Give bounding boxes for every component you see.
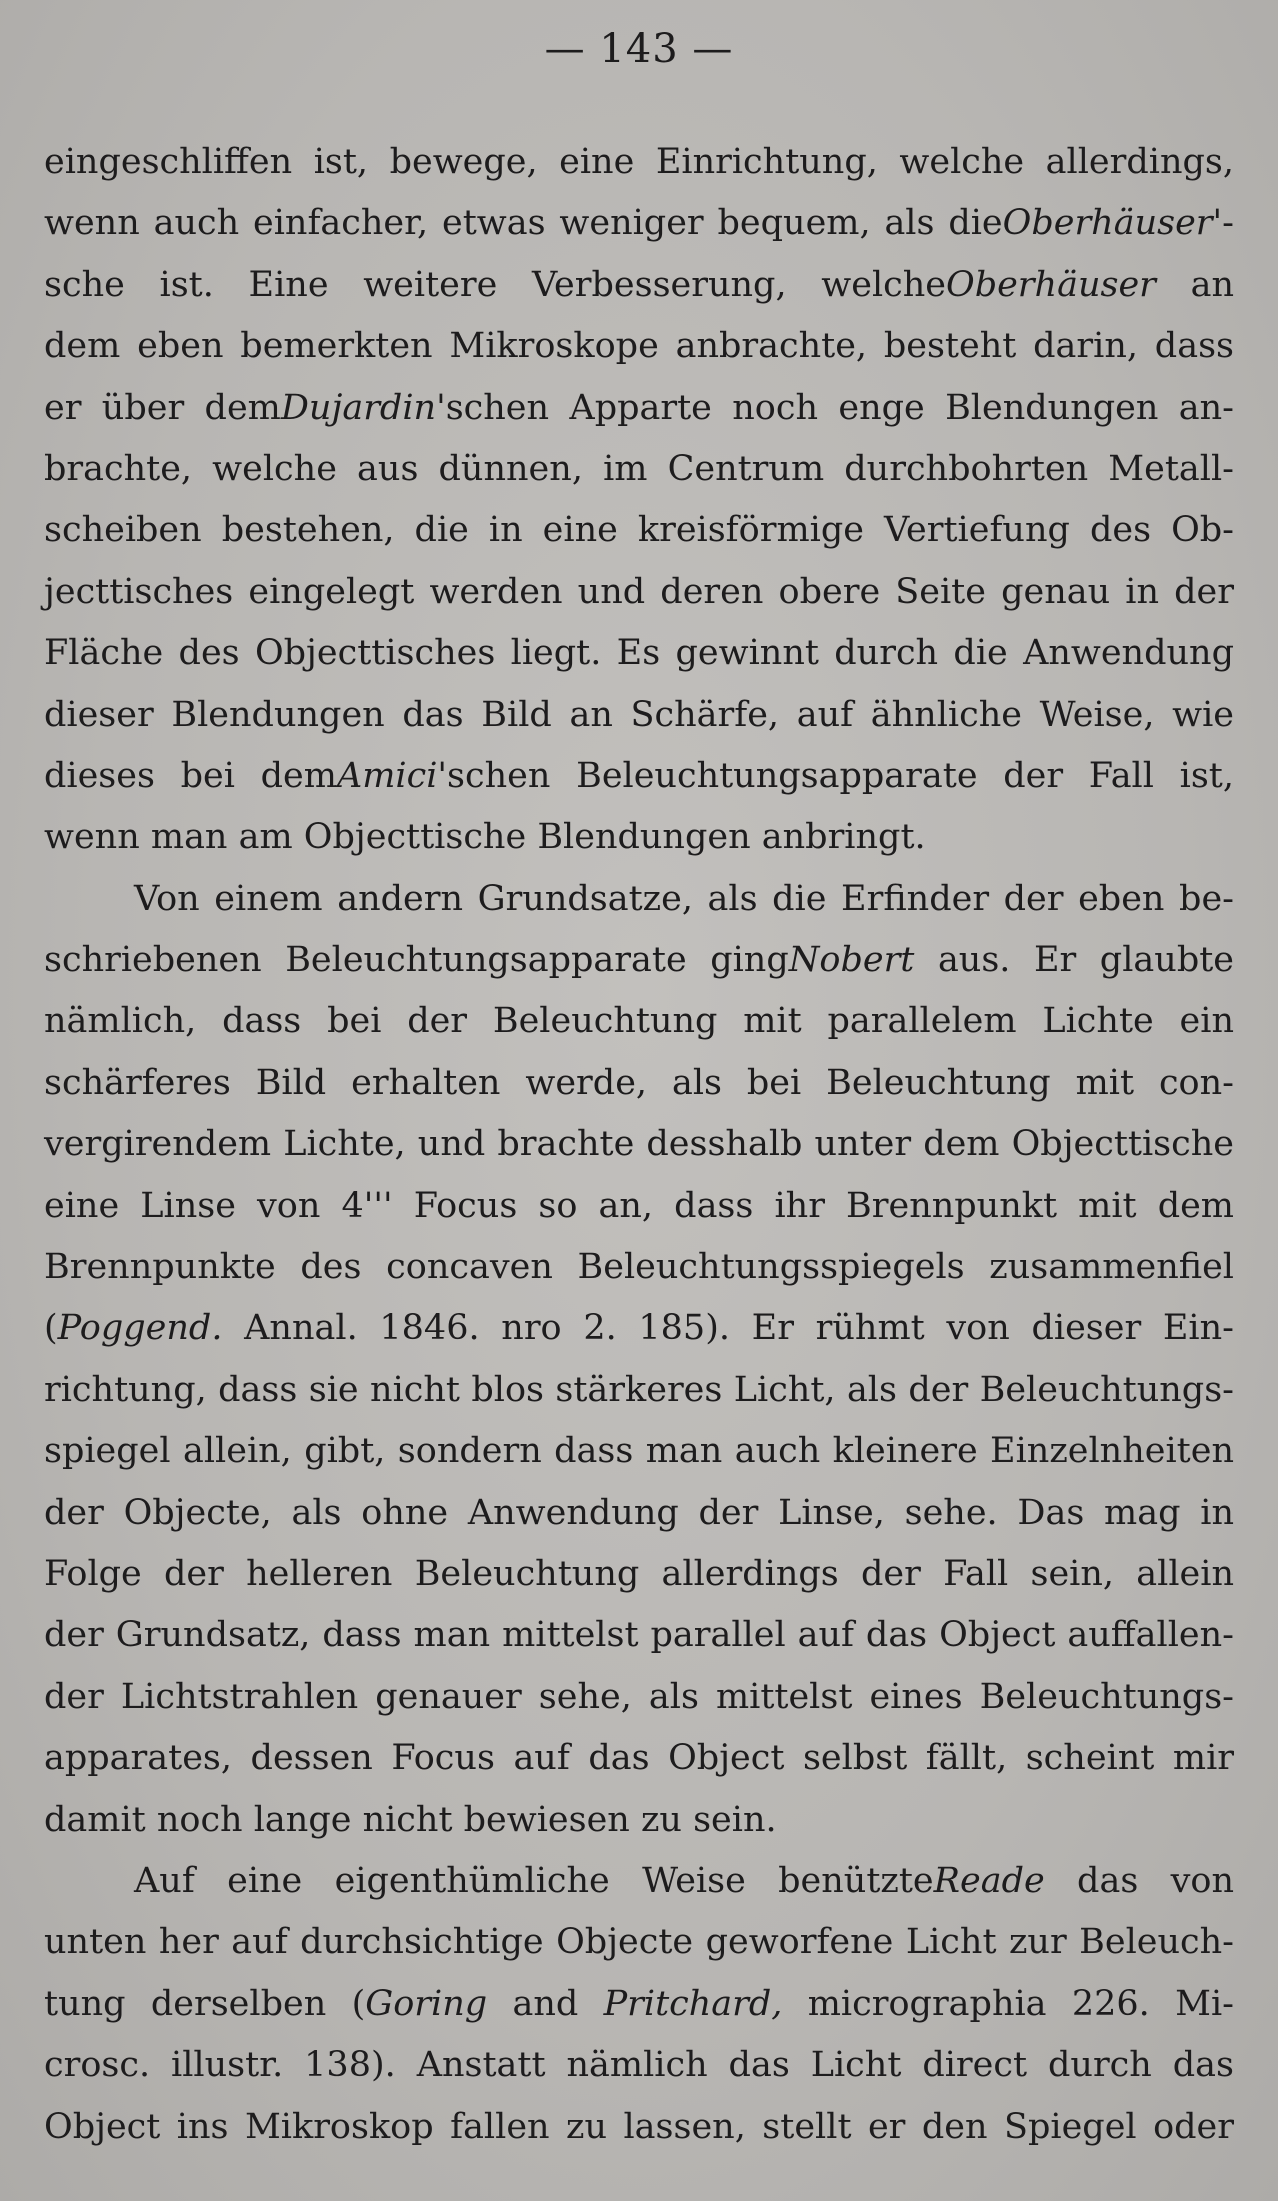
text-line [44,562,1234,623]
line-segment: brachte, welche aus dünnen, im Centrum durchbohrten Metall- [44,448,1234,489]
line-segment: Folge der helleren Beleuchtung allerdings der Fall sein, allein [44,1553,1234,1594]
text-line [44,1421,1234,1482]
line-segment: damit noch lange nicht bewiesen zu sein. [44,1799,777,1840]
line-segment: eine Linse von 4''' Focus so an, dass ihr Brennpunkt mit dem [44,1185,1234,1226]
line-segment: der Grundsatz, dass man mittelst parallel auf das Object auffallen- [44,1615,1234,1656]
line-segment: and [487,1983,604,2024]
text-line [44,991,1234,1052]
line-segment: vergirendem Lichte, und brachte desshalb unter dem Objecttische [44,1124,1234,1165]
line-segment: scheiben bestehen, die in eine kreisförmige Vertiefung des Ob- [44,510,1234,551]
line-segment: jecttisches eingelegt werden und deren obere Seite genau in der [44,571,1234,612]
line-segment: wenn auch einfacher, etwas weniger bequem, als die [44,203,1003,244]
italic-name: Oberhäuser [1002,203,1213,244]
line-segment: dem eben bemerkten Mikroskope anbrachte, besteht darin, dass [44,326,1234,367]
line-segment: der Lichtstrahlen genauer sehe, als mittelst eines Beleuchtungs- [44,1676,1234,1717]
text-line [44,930,1234,991]
line-segment: richtung, dass sie nicht blos stärkeres Licht, als der Beleuchtungs- [44,1369,1234,1410]
italic-name: Amici [336,755,438,796]
line-segment: nämlich, dass bei der Beleuchtung mit parallelem Lichte ein [44,1001,1234,1042]
italic-name: Dujardin [280,387,437,428]
line-segment: sche ist. Eine weitere Verbesserung, welche [44,264,946,305]
line-segment: Fläche des Objecttisches liegt. Es gewinnt durch die Anwendung [44,633,1234,674]
text-line [44,439,1234,500]
text-line [44,1544,1234,1605]
text-line [44,1667,1234,1728]
line-segment: micrographia 226. Mi- [782,1983,1234,2024]
text-line [44,378,1234,439]
text-line [44,685,1234,746]
line-segment: an [1155,264,1234,305]
italic-name: Pritchard, [603,1983,783,2024]
line-segment: eingeschliffen ist, bewege, eine Einrichtung, welche allerdings, [44,142,1234,182]
text-line [44,1851,1234,1912]
text-line [44,1176,1234,1237]
text-line [44,623,1234,684]
line-segment: aus. Er glaubte [914,940,1234,981]
text-line [44,1360,1234,1421]
text-line [44,316,1234,377]
text-line [44,746,1234,807]
italic-name: Oberhäuser [946,264,1156,305]
line-segment: er über dem [44,387,281,428]
line-segment: 'schen Apparte noch enge Blendungen an- [436,387,1234,428]
line-segment: tung derselben ( [44,1983,366,2024]
line-segment: schriebenen Beleuchtungsapparate ging [44,940,789,981]
text-line [44,1728,1234,1789]
body-text [44,132,1234,2158]
line-segment: dieser Blendungen das Bild an Schärfe, auf ähnliche Weise, wie [44,694,1234,735]
line-segment: ( [44,1308,58,1349]
text-line [44,500,1234,561]
text-line [44,869,1234,930]
text-line [44,2097,1234,2158]
line-segment: '- [1212,203,1234,244]
page-number: — 143 — [544,26,734,72]
line-segment: Brennpunkte des concaven Beleuchtungsspiegels zusammenfiel [44,1247,1234,1288]
italic-name: Goring [365,1983,488,2024]
text-line [44,2035,1234,2096]
text-line [44,132,1234,193]
line-segment: dieses bei dem [44,755,337,796]
line-segment: wenn man am Objecttische Blendungen anbringt. [44,817,926,858]
italic-name: Nobert [788,940,915,981]
text-line [44,1974,1234,2035]
text-line [44,1790,1234,1851]
text-line [44,1053,1234,1114]
line-segment: 'schen Beleuchtungsapparate der Fall ist, [437,755,1234,796]
text-line [44,1605,1234,1666]
text-line [44,255,1234,316]
text-line [44,1912,1234,1973]
line-segment: unten her auf durchsichtige Objecte geworfene Licht zur Beleuch- [44,1922,1234,1963]
text-line [44,807,1234,868]
italic-name: Poggend. [57,1308,223,1349]
line-segment: der Objecte, als ohne Anwendung der Linse, sehe. Das mag in [44,1492,1234,1533]
text-line [44,1237,1234,1298]
italic-name: Reade [933,1860,1045,1901]
line-segment: schärferes Bild erhalten werde, als bei Beleuchtung mit con- [44,1062,1234,1103]
line-segment: das von [1044,1860,1235,1901]
line-segment: Von einem andern Grundsatze, als die Erfinder der eben be- [134,878,1234,919]
text-line [44,1114,1234,1175]
line-segment: Object ins Mikroskop fallen zu lassen, stellt er den Spiegel oder [44,2106,1234,2147]
line-segment: Auf eine eigenthümliche Weise benützte [134,1860,934,1901]
line-segment: crosc. illustr. 138). Anstatt nämlich das Licht direct durch das [44,2045,1234,2086]
line-segment: spiegel allein, gibt, sondern dass man auch kleinere Einzelnheiten [44,1431,1234,1472]
text-line [44,1298,1234,1359]
text-line [44,1483,1234,1544]
text-line [44,193,1234,254]
line-segment: Annal. 1846. nro 2. 185). Er rühmt von dieser Ein- [222,1308,1234,1349]
line-segment: apparates, dessen Focus auf das Object selbst fällt, scheint mir [44,1738,1234,1779]
